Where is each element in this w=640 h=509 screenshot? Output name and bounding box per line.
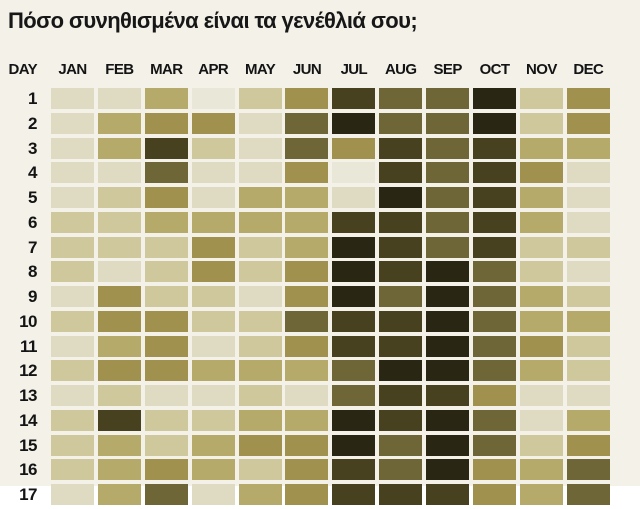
heatmap-cell-nov-13: [520, 385, 563, 406]
heatmap-cell-mar-3: [145, 138, 188, 159]
heatmap-cell-nov-7: [520, 237, 563, 258]
heatmap-cell-oct-17: [473, 484, 516, 505]
heatmap-cell-apr-11: [192, 336, 235, 357]
heatmap-cell-mar-16: [145, 459, 188, 480]
heatmap-cell-mar-4: [145, 162, 188, 183]
heatmap-cell-oct-10: [473, 311, 516, 332]
heatmap-row-13: [0, 385, 614, 406]
heatmap-cell-mar-8: [145, 261, 188, 282]
heatmap-cell-sep-3: [426, 138, 469, 159]
heatmap-cell-jul-2: [332, 113, 375, 134]
heatmap-cell-aug-15: [379, 435, 422, 456]
heatmap-cell-jun-1: [285, 88, 328, 109]
heatmap-cell-may-12: [239, 360, 282, 381]
heatmap-cell-oct-8: [473, 261, 516, 282]
heatmap-cell-may-3: [239, 138, 282, 159]
row-label-2: 2: [28, 113, 37, 133]
heatmap-cell-mar-9: [145, 286, 188, 307]
heatmap-cell-feb-9: [98, 286, 141, 307]
heatmap-cell-jan-5: [51, 187, 94, 208]
heatmap-cell-apr-17: [192, 484, 235, 505]
heatmap-cell-may-2: [239, 113, 282, 134]
heatmap-cell-mar-15: [145, 435, 188, 456]
heatmap-cell-dec-14: [567, 410, 610, 431]
heatmap-cell-dec-4: [567, 162, 610, 183]
row-label-10: 10: [19, 311, 37, 331]
heatmap-cell-apr-16: [192, 459, 235, 480]
heatmap-cell-nov-15: [520, 435, 563, 456]
heatmap-cell-aug-10: [379, 311, 422, 332]
heatmap-cell-oct-3: [473, 138, 516, 159]
heatmap-cell-jul-5: [332, 187, 375, 208]
col-header-day: DAY: [8, 61, 37, 78]
heatmap-cell-aug-4: [379, 162, 422, 183]
heatmap-cell-jul-17: [332, 484, 375, 505]
heatmap-cell-may-5: [239, 187, 282, 208]
heatmap-cell-jul-3: [332, 138, 375, 159]
heatmap-row-9: [0, 286, 614, 307]
heatmap-row-4: [0, 162, 614, 183]
row-label-9: 9: [28, 287, 37, 306]
heatmap-cell-jun-14: [285, 410, 328, 431]
heatmap-cell-jun-12: [285, 360, 328, 381]
col-header-aug: AUG: [384, 61, 417, 78]
heatmap-cell-may-11: [239, 336, 282, 357]
heatmap-cell-feb-12: [98, 360, 141, 381]
row-label-14: 14: [19, 410, 37, 430]
heatmap-cell-sep-2: [426, 113, 469, 134]
heatmap-cell-jun-2: [285, 113, 328, 134]
heatmap-cell-nov-6: [520, 212, 563, 233]
heatmap-cell-oct-5: [473, 187, 516, 208]
heatmap-cell-jan-16: [51, 459, 94, 480]
heatmap-cell-feb-7: [98, 237, 141, 258]
heatmap-cell-dec-15: [567, 435, 610, 456]
row-label-17: 17: [19, 485, 37, 504]
heatmap-cell-dec-8: [567, 261, 610, 282]
heatmap-cell-aug-3: [379, 138, 422, 159]
heatmap-cell-dec-5: [567, 187, 610, 208]
heatmap-cell-dec-11: [567, 336, 610, 357]
heatmap-cell-jan-11: [51, 336, 94, 357]
heatmap-cell-jan-12: [51, 360, 94, 381]
heatmap-cell-may-9: [239, 286, 282, 307]
heatmap-cell-jan-13: [51, 385, 94, 406]
heatmap-cell-nov-2: [520, 113, 563, 134]
heatmap-cell-may-14: [239, 410, 282, 431]
heatmap-cell-sep-10: [426, 311, 469, 332]
heatmap-cell-mar-13: [145, 385, 188, 406]
heatmap-cell-oct-16: [473, 459, 516, 480]
col-header-oct: OCT: [479, 61, 510, 78]
heatmap-cell-jul-7: [332, 237, 375, 258]
heatmap-cell-jul-6: [332, 212, 375, 233]
heatmap-cell-oct-13: [473, 385, 516, 406]
heatmap-cell-apr-15: [192, 435, 235, 456]
heatmap-row-10: [0, 311, 614, 332]
heatmap-cell-oct-12: [473, 360, 516, 381]
heatmap-grid: [0, 88, 614, 509]
heatmap-row-17: [0, 484, 614, 505]
heatmap-cell-dec-2: [567, 113, 610, 134]
heatmap-cell-jan-3: [51, 138, 94, 159]
heatmap-cell-feb-16: [98, 459, 141, 480]
heatmap-cell-feb-13: [98, 385, 141, 406]
col-header-jul: JUL: [340, 61, 368, 78]
heatmap-row-2: [0, 113, 614, 134]
heatmap-cell-jan-14: [51, 410, 94, 431]
heatmap-row-6: [0, 212, 614, 233]
heatmap-row-11: [0, 336, 614, 357]
heatmap-cell-may-7: [239, 237, 282, 258]
heatmap-cell-oct-11: [473, 336, 516, 357]
heatmap-cell-nov-4: [520, 162, 563, 183]
heatmap-cell-feb-8: [98, 261, 141, 282]
heatmap-cell-aug-16: [379, 459, 422, 480]
heatmap-cell-apr-3: [192, 138, 235, 159]
heatmap-cell-mar-17: [145, 484, 188, 505]
col-header-jun: JUN: [292, 61, 322, 78]
col-header-sep: SEP: [433, 61, 462, 78]
heatmap-cell-mar-1: [145, 88, 188, 109]
col-header-apr: APR: [198, 61, 229, 78]
heatmap-cell-jun-13: [285, 385, 328, 406]
heatmap-cell-feb-10: [98, 311, 141, 332]
row-label-8: 8: [28, 262, 37, 282]
heatmap-cell-apr-5: [192, 187, 235, 208]
heatmap-cell-apr-9: [192, 286, 235, 307]
heatmap-header-row: [0, 61, 614, 78]
heatmap-cell-feb-3: [98, 138, 141, 159]
row-label-1: 1: [28, 89, 37, 108]
heatmap-cell-jan-15: [51, 435, 94, 456]
heatmap-cell-sep-9: [426, 286, 469, 307]
heatmap-cell-feb-6: [98, 212, 141, 233]
heatmap-cell-jul-9: [332, 286, 375, 307]
heatmap-cell-apr-8: [192, 261, 235, 282]
heatmap-cell-feb-11: [98, 336, 141, 357]
heatmap-cell-nov-9: [520, 286, 563, 307]
col-header-mar: MAR: [150, 61, 183, 78]
col-header-nov: NOV: [526, 61, 557, 78]
heatmap-cell-feb-1: [98, 88, 141, 109]
heatmap-cell-dec-16: [567, 459, 610, 480]
heatmap-cell-dec-7: [567, 237, 610, 258]
heatmap-cell-may-4: [239, 162, 282, 183]
col-header-feb: FEB: [105, 61, 134, 78]
heatmap-cell-nov-12: [520, 360, 563, 381]
heatmap-cell-jun-17: [285, 484, 328, 505]
heatmap-cell-mar-5: [145, 187, 188, 208]
heatmap-cell-jun-7: [285, 237, 328, 258]
heatmap-cell-nov-17: [520, 484, 563, 505]
heatmap-cell-aug-11: [379, 336, 422, 357]
heatmap-cell-sep-14: [426, 410, 469, 431]
heatmap-cell-dec-17: [567, 484, 610, 505]
heatmap-cell-apr-13: [192, 385, 235, 406]
heatmap-cell-sep-13: [426, 385, 469, 406]
heatmap-cell-feb-17: [98, 484, 141, 505]
heatmap-cell-jun-11: [285, 336, 328, 357]
heatmap-cell-aug-9: [379, 286, 422, 307]
heatmap-cell-jul-4: [332, 162, 375, 183]
heatmap-cell-mar-7: [145, 237, 188, 258]
heatmap-cell-dec-3: [567, 138, 610, 159]
heatmap-cell-apr-1: [192, 88, 235, 109]
heatmap-cell-mar-6: [145, 212, 188, 233]
heatmap-row-7: [0, 237, 614, 258]
heatmap-cell-jul-14: [332, 410, 375, 431]
heatmap-cell-jun-10: [285, 311, 328, 332]
heatmap-cell-may-16: [239, 459, 282, 480]
heatmap-cell-mar-2: [145, 113, 188, 134]
row-label-12: 12: [19, 361, 37, 381]
heatmap-cell-jul-12: [332, 360, 375, 381]
heatmap-cell-mar-14: [145, 410, 188, 431]
heatmap-cell-apr-14: [192, 410, 235, 431]
row-label-6: 6: [28, 212, 37, 232]
heatmap-cell-oct-6: [473, 212, 516, 233]
heatmap-cell-aug-2: [379, 113, 422, 134]
heatmap-cell-jan-10: [51, 311, 94, 332]
heatmap-cell-feb-2: [98, 113, 141, 134]
heatmap-cell-nov-5: [520, 187, 563, 208]
heatmap-cell-jan-9: [51, 286, 94, 307]
heatmap-cell-aug-5: [379, 187, 422, 208]
row-label-3: 3: [28, 138, 37, 158]
row-label-5: 5: [28, 188, 37, 207]
heatmap-cell-jun-4: [285, 162, 328, 183]
heatmap-cell-apr-6: [192, 212, 235, 233]
heatmap-cell-sep-12: [426, 360, 469, 381]
heatmap-cell-jun-16: [285, 459, 328, 480]
heatmap-cell-nov-1: [520, 88, 563, 109]
heatmap-cell-apr-2: [192, 113, 235, 134]
heatmap-cell-mar-11: [145, 336, 188, 357]
row-label-13: 13: [19, 386, 37, 405]
heatmap-cell-jun-5: [285, 187, 328, 208]
heatmap-cell-aug-12: [379, 360, 422, 381]
heatmap-row-1: [0, 88, 614, 109]
heatmap-cell-dec-12: [567, 360, 610, 381]
heatmap-row-14: [0, 410, 614, 431]
heatmap-cell-dec-13: [567, 385, 610, 406]
heatmap-cell-nov-8: [520, 261, 563, 282]
heatmap-cell-jul-16: [332, 459, 375, 480]
heatmap-cell-aug-17: [379, 484, 422, 505]
heatmap-cell-mar-12: [145, 360, 188, 381]
heatmap-cell-may-15: [239, 435, 282, 456]
heatmap-cell-jul-15: [332, 435, 375, 456]
heatmap-cell-sep-7: [426, 237, 469, 258]
heatmap-cell-jan-17: [51, 484, 94, 505]
heatmap-cell-sep-11: [426, 336, 469, 357]
col-header-may: MAY: [244, 61, 276, 78]
heatmap-cell-nov-14: [520, 410, 563, 431]
heatmap-cell-aug-7: [379, 237, 422, 258]
row-label-4: 4: [28, 163, 37, 183]
heatmap-cell-may-6: [239, 212, 282, 233]
heatmap-cell-aug-6: [379, 212, 422, 233]
page-title: Πόσο συνηθισμένα είναι τα γενέθλιά σου;: [8, 8, 418, 33]
heatmap-cell-dec-1: [567, 88, 610, 109]
heatmap-cell-jun-6: [285, 212, 328, 233]
heatmap-cell-jul-1: [332, 88, 375, 109]
heatmap-cell-nov-10: [520, 311, 563, 332]
heatmap-cell-apr-12: [192, 360, 235, 381]
row-label-11: 11: [20, 336, 37, 356]
heatmap-cell-nov-16: [520, 459, 563, 480]
heatmap-row-5: [0, 187, 614, 208]
heatmap-cell-nov-3: [520, 138, 563, 159]
heatmap-row-3: [0, 138, 614, 159]
heatmap-cell-aug-1: [379, 88, 422, 109]
col-header-dec: DEC: [573, 61, 604, 78]
heatmap-cell-may-10: [239, 311, 282, 332]
heatmap-cell-nov-11: [520, 336, 563, 357]
heatmap-cell-may-1: [239, 88, 282, 109]
row-label-7: 7: [28, 237, 37, 257]
heatmap-cell-oct-14: [473, 410, 516, 431]
heatmap-row-16: [0, 459, 614, 480]
heatmap-cell-oct-7: [473, 237, 516, 258]
heatmap-cell-sep-17: [426, 484, 469, 505]
heatmap-cell-jul-10: [332, 311, 375, 332]
heatmap-cell-sep-15: [426, 435, 469, 456]
heatmap-cell-jul-13: [332, 385, 375, 406]
heatmap-cell-sep-16: [426, 459, 469, 480]
heatmap-cell-oct-4: [473, 162, 516, 183]
heatmap-cell-mar-10: [145, 311, 188, 332]
heatmap-cell-sep-8: [426, 261, 469, 282]
heatmap-cell-dec-9: [567, 286, 610, 307]
heatmap-cell-jul-11: [332, 336, 375, 357]
heatmap-cell-sep-6: [426, 212, 469, 233]
heatmap-row-12: [0, 360, 614, 381]
heatmap-cell-oct-15: [473, 435, 516, 456]
heatmap-cell-aug-13: [379, 385, 422, 406]
heatmap-cell-feb-14: [98, 410, 141, 431]
heatmap-cell-sep-1: [426, 88, 469, 109]
heatmap-cell-may-13: [239, 385, 282, 406]
heatmap-cell-apr-4: [192, 162, 235, 183]
heatmap-cell-jan-6: [51, 212, 94, 233]
heatmap-cell-oct-9: [473, 286, 516, 307]
row-label-16: 16: [19, 460, 37, 480]
row-label-15: 15: [19, 435, 37, 455]
heatmap-cell-jan-1: [51, 88, 94, 109]
col-header-jan: JAN: [58, 61, 87, 78]
heatmap-cell-sep-4: [426, 162, 469, 183]
heatmap-cell-feb-15: [98, 435, 141, 456]
heatmap-cell-feb-5: [98, 187, 141, 208]
heatmap-cell-jan-2: [51, 113, 94, 134]
heatmap-cell-may-17: [239, 484, 282, 505]
heatmap-cell-jan-4: [51, 162, 94, 183]
heatmap-cell-apr-7: [192, 237, 235, 258]
heatmap-cell-jun-3: [285, 138, 328, 159]
heatmap-cell-jun-8: [285, 261, 328, 282]
heatmap-cell-may-8: [239, 261, 282, 282]
heatmap-cell-oct-1: [473, 88, 516, 109]
heatmap-row-8: [0, 261, 614, 282]
heatmap-cell-jan-7: [51, 237, 94, 258]
heatmap-cell-aug-14: [379, 410, 422, 431]
heatmap-cell-dec-10: [567, 311, 610, 332]
heatmap-cell-oct-2: [473, 113, 516, 134]
heatmap-cell-apr-10: [192, 311, 235, 332]
heatmap-cell-feb-4: [98, 162, 141, 183]
heatmap-cell-jan-8: [51, 261, 94, 282]
heatmap-cell-sep-5: [426, 187, 469, 208]
heatmap-cell-aug-8: [379, 261, 422, 282]
heatmap-cell-jun-9: [285, 286, 328, 307]
heatmap-cell-jun-15: [285, 435, 328, 456]
heatmap-cell-jul-8: [332, 261, 375, 282]
heatmap-cell-dec-6: [567, 212, 610, 233]
heatmap-row-15: [0, 435, 614, 456]
